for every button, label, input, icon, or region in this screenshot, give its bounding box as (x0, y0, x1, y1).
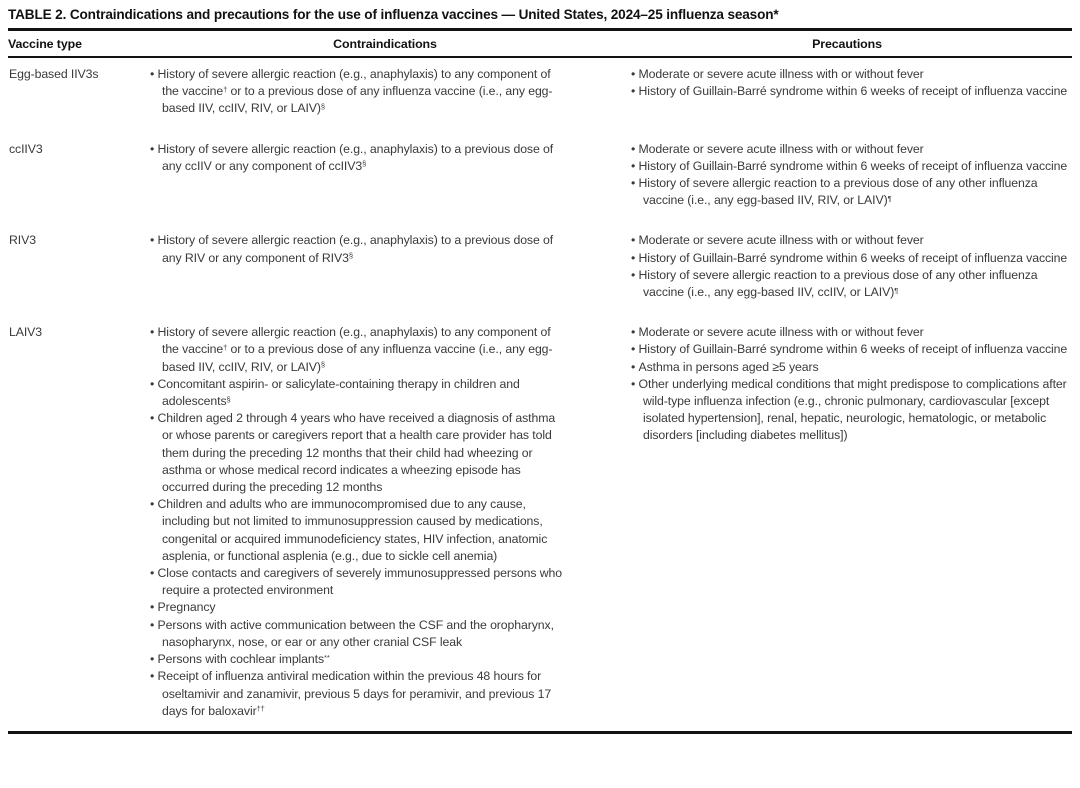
contraindications-cell (148, 220, 622, 312)
footnote-marker: ¶ (887, 193, 892, 203)
table-header (8, 31, 1072, 57)
list-item: • Persons with active communication between the CSF and the oropharynx, nasopharynx, nose, or ear or any other cranial CSF leak (150, 617, 567, 651)
footnote-marker: † (223, 343, 228, 353)
bullet-list (631, 141, 1069, 210)
bullet-list (631, 232, 1069, 301)
vaccine-type-cell: LAIV3 (9, 325, 42, 340)
list-item: • Asthma in persons aged ≥5 years (631, 359, 1069, 376)
list-item: • History of Guillain-Barré syndrome within 6 weeks of receipt of influenza vaccine (631, 341, 1069, 358)
list-item: • Close contacts and caregivers of severely immunosuppressed persons who require a protected environment (150, 565, 567, 599)
footnote-marker: ** (324, 652, 330, 662)
list-item: • History of severe allergic reaction (e.g., anaphylaxis) to any component of the vaccine† or to a previous dose of any influenza vaccine (i.e., any egg-based IIV, ccIIV, RIV, or LAIV)§ (150, 324, 567, 376)
list-item: • Moderate or severe acute illness with or without fever (631, 141, 1069, 158)
list-item: • Other underlying medical conditions that might predispose to complications after wild-type influenza infection (e.g., chronic pulmonary, cardiovascular [except isolated hypertension], renal, hepatic, neurologic, hematologic, or metabolic disorders [including diabetes mellitus]) (631, 376, 1069, 445)
list-item: • Receipt of influenza antiviral medication within the previous 48 hours for oseltamivir and zanamivir, previous 5 days for peramivir, and previous 17 days for baloxavir†† (150, 668, 567, 720)
column-header-vaccine-type: Vaccine type (8, 31, 148, 57)
table-row (8, 57, 1072, 129)
list-item: • History of Guillain-Barré syndrome within 6 weeks of receipt of influenza vaccine (631, 250, 1069, 267)
list-item: • History of severe allergic reaction to a previous dose of any other influenza vaccine (i.e., any egg-based IIV, ccIIV, or LAIV)¶ (631, 267, 1069, 301)
footnote-marker: § (348, 251, 353, 261)
column-header-contraindications: Contraindications (148, 31, 622, 57)
header-row (8, 31, 1072, 57)
list-item: • Moderate or severe acute illness with or without fever (631, 324, 1069, 341)
bullet-list (150, 324, 567, 720)
footnote-marker: ¶ (894, 285, 899, 295)
list-item: • History of severe allergic reaction (e.g., anaphylaxis) to a previous dose of any ccIIV or any component of ccIIV3§ (150, 141, 567, 175)
footnote-marker: †† (256, 704, 265, 714)
vaccine-type-cell: RIV3 (9, 233, 36, 248)
table-container (8, 31, 1072, 734)
table-row (8, 220, 1072, 312)
bullet-list (150, 232, 567, 266)
precautions-cell (622, 57, 1072, 129)
list-item: • History of severe allergic reaction (e.g., anaphylaxis) to a previous dose of any RIV or any component of RIV3§ (150, 232, 567, 266)
bullet-list (631, 66, 1069, 100)
list-item: • Concomitant aspirin- or salicylate-containing therapy in children and adolescents§ (150, 376, 567, 410)
contraindications-precautions-table (8, 31, 1072, 731)
column-header-precautions: Precautions (622, 31, 1072, 57)
list-item: • Persons with cochlear implants** (150, 651, 567, 668)
bullet-list (631, 324, 1069, 444)
list-item: • Moderate or severe acute illness with or without fever (631, 232, 1069, 249)
contraindications-cell (148, 129, 622, 221)
table-title: TABLE 2. Contraindications and precautions for the use of influenza vaccines — United States, 2024–25 influenza season* (8, 5, 1072, 31)
list-item: • History of Guillain-Barré syndrome within 6 weeks of receipt of influenza vaccine (631, 83, 1069, 100)
list-item: • History of Guillain-Barré syndrome within 6 weeks of receipt of influenza vaccine (631, 158, 1069, 175)
list-item: • History of severe allergic reaction to a previous dose of any other influenza vaccine (i.e., any egg-based IIV, RIV, or LAIV)¶ (631, 175, 1069, 209)
bullet-list (150, 141, 567, 175)
vaccine-type-cell: Egg-based IIV3s (9, 67, 99, 81)
precautions-cell (622, 129, 1072, 221)
contraindications-cell (148, 57, 622, 129)
list-item: • Pregnancy (150, 599, 567, 616)
list-item: • Children and adults who are immunocompromised due to any cause, including but not limited to immunosuppression caused by medications, congenital or acquired immunodeficiency states, HIV infection, anatomic asplenia, or functional asplenia (e.g., due to sickle cell anemia) (150, 496, 567, 565)
list-item: • Children aged 2 through 4 years who have received a diagnosis of asthma or whose parents or caregivers report that a health care provider has told them during the preceding 12 months that their child had wheezing or asthma or whose medical record indicates a wheezing episode has occurred during the preceding 12 months (150, 410, 567, 496)
footnote-marker: § (226, 394, 231, 404)
footnote-marker: § (320, 102, 325, 112)
precautions-cell (622, 220, 1072, 312)
table-row (8, 129, 1072, 221)
list-item: • History of severe allergic reaction (e.g., anaphylaxis) to any component of the vaccine† or to a previous dose of any influenza vaccine (i.e., any egg-based IIV, ccIIV, RIV, or LAIV)§ (150, 66, 567, 118)
vaccine-type-cell: ccIIV3 (9, 141, 43, 156)
footnote-marker: § (320, 360, 325, 370)
contraindications-cell (148, 312, 622, 731)
table-row (8, 312, 1072, 731)
precautions-cell (622, 312, 1072, 731)
footnote-marker: † (223, 84, 228, 94)
table-body (8, 57, 1072, 731)
list-item: • Moderate or severe acute illness with or without fever (631, 66, 1069, 83)
footnote-marker: § (362, 159, 367, 169)
bullet-list (150, 66, 567, 118)
